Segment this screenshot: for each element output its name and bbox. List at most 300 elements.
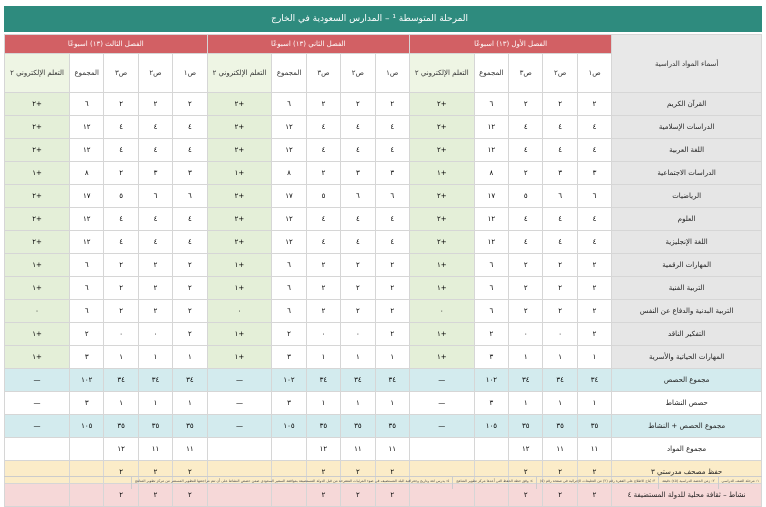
cell-value: ٣٤: [577, 369, 611, 392]
column-header: ص١: [173, 54, 207, 93]
cell-value: ٢: [306, 277, 340, 300]
cell-value: ٤: [138, 208, 172, 231]
cell-value: [474, 438, 508, 461]
cell-value: ١٢: [509, 438, 543, 461]
cell-value: +١: [207, 162, 272, 185]
column-header: ص٢: [341, 54, 375, 93]
cell-value: [5, 438, 70, 461]
cell-value: [70, 438, 104, 461]
cell-value: ٣٥: [375, 415, 409, 438]
cell-value: ٢: [375, 323, 409, 346]
footnotes: [4, 476, 762, 489]
cell-value: —: [207, 369, 272, 392]
table-row: [5, 346, 762, 369]
cell-value: ٦: [474, 300, 508, 323]
cell-value: ٨: [272, 162, 306, 185]
cell-value: ٣: [474, 346, 508, 369]
cell-value: ٣٥: [104, 415, 138, 438]
cell-value: ٣٥: [341, 415, 375, 438]
cell-value: ٤: [104, 139, 138, 162]
cell-value: +١: [409, 346, 474, 369]
cell-value: +١: [207, 323, 272, 346]
cell-value: ٤: [509, 208, 543, 231]
table-row: [5, 93, 762, 116]
footnote: ٣: يُتاح الاطلاع على الفقرة رقم (٢) من التعليمات الإجرائية في صفحة رقم (٥): [536, 477, 658, 489]
subject-name: المهارات الحياتية والأسرية: [612, 346, 762, 369]
subject-name: نشاط – ثقافة محلية للدولة المستضيفة ٤: [612, 484, 762, 507]
cell-value: ٤: [375, 116, 409, 139]
cell-value: ١٠٢: [70, 369, 104, 392]
cell-value: ٦: [70, 254, 104, 277]
column-header: ص١: [375, 54, 409, 93]
cell-value: ٢: [104, 254, 138, 277]
cell-value: ٠: [543, 323, 577, 346]
cell-value: ٠: [409, 300, 474, 323]
subject-name: الرياضيات: [612, 185, 762, 208]
cell-value: ٢: [173, 484, 207, 507]
table-row: [5, 277, 762, 300]
cell-value: ٢: [104, 162, 138, 185]
cell-value: [207, 438, 272, 461]
cell-value: ١: [509, 392, 543, 415]
cell-value: ٢: [138, 93, 172, 116]
cell-value: —: [409, 415, 474, 438]
cell-value: ٢: [272, 323, 306, 346]
cell-value: ٦: [474, 277, 508, 300]
cell-value: ١٢: [306, 438, 340, 461]
column-header: المجموع: [70, 54, 104, 93]
cell-value: +٢: [5, 208, 70, 231]
cell-value: +٢: [5, 231, 70, 254]
subject-name: القرآن الكريم: [612, 93, 762, 116]
cell-value: +٢: [5, 93, 70, 116]
cell-value: ٢: [577, 484, 611, 507]
cell-value: ٢: [375, 277, 409, 300]
subject-name: حفظ مصحف مدرستي ٣: [612, 461, 762, 484]
cell-value: ٦: [474, 254, 508, 277]
cell-value: —: [5, 415, 70, 438]
table-row: [5, 208, 762, 231]
cell-value: ٦: [272, 300, 306, 323]
cell-value: ١١: [341, 438, 375, 461]
cell-value: ٣٤: [104, 369, 138, 392]
cell-value: ٢: [173, 461, 207, 484]
cell-value: ٢: [474, 323, 508, 346]
cell-value: ٢: [138, 254, 172, 277]
cell-value: ٢: [509, 300, 543, 323]
cell-value: ١١: [543, 438, 577, 461]
column-header: ص١: [577, 54, 611, 93]
cell-value: ٣: [474, 392, 508, 415]
cell-value: ٢: [341, 254, 375, 277]
subject-name: مجموع الحصص: [612, 369, 762, 392]
cell-value: ٤: [509, 116, 543, 139]
cell-value: ٢: [577, 300, 611, 323]
cell-value: ٣٥: [577, 415, 611, 438]
cell-value: ٢: [306, 254, 340, 277]
cell-value: ٢: [306, 461, 340, 484]
cell-value: ١: [341, 392, 375, 415]
cell-value: ٣: [375, 162, 409, 185]
column-header: ص٣: [509, 54, 543, 93]
cell-value: ٢: [104, 300, 138, 323]
cell-value: ١٠٥: [70, 415, 104, 438]
cell-value: ١: [375, 392, 409, 415]
cell-value: ٢: [173, 254, 207, 277]
cell-value: ١: [104, 392, 138, 415]
cell-value: ١٧: [474, 185, 508, 208]
cell-value: ١١: [375, 438, 409, 461]
cell-value: ١: [173, 392, 207, 415]
cell-value: ٢: [173, 323, 207, 346]
cell-value: ٢: [577, 277, 611, 300]
cell-value: ٢: [306, 484, 340, 507]
cell-value: ٢: [577, 254, 611, 277]
cell-value: ٢: [509, 277, 543, 300]
cell-value: ٢: [104, 93, 138, 116]
subject-name: التربية البدنية والدفاع عن النفس: [612, 300, 762, 323]
cell-value: +٢: [207, 208, 272, 231]
cell-value: ٤: [577, 116, 611, 139]
cell-value: ٣: [173, 162, 207, 185]
cell-value: —: [409, 369, 474, 392]
cell-value: ٣: [543, 162, 577, 185]
cell-value: —: [207, 415, 272, 438]
cell-value: ١١: [138, 438, 172, 461]
cell-value: ١١: [173, 438, 207, 461]
cell-value: [272, 438, 306, 461]
cell-value: ٦: [543, 185, 577, 208]
cell-value: ٢: [138, 277, 172, 300]
cell-value: ٣٥: [138, 415, 172, 438]
cell-value: ٣٥: [543, 415, 577, 438]
cell-value: +٢: [5, 139, 70, 162]
cell-value: ٢: [375, 93, 409, 116]
cell-value: ٤: [173, 139, 207, 162]
cell-value: ٢: [509, 162, 543, 185]
cell-value: ٢: [104, 277, 138, 300]
table-row: [5, 323, 762, 346]
table-row: [5, 185, 762, 208]
cell-value: ١٢: [70, 116, 104, 139]
cell-value: ١٢: [474, 231, 508, 254]
cell-value: ٢: [306, 93, 340, 116]
cell-value: ١٢: [272, 208, 306, 231]
cell-value: ٠: [306, 323, 340, 346]
cell-value: +١: [5, 277, 70, 300]
table-row: [5, 392, 762, 415]
cell-value: ٤: [375, 208, 409, 231]
column-header: المجموع: [474, 54, 508, 93]
cell-value: ٨: [474, 162, 508, 185]
cell-value: ١٠٥: [474, 415, 508, 438]
cell-value: ٢: [543, 461, 577, 484]
cell-value: ٦: [70, 93, 104, 116]
cell-value: +٢: [5, 185, 70, 208]
cell-value: ٣: [138, 162, 172, 185]
cell-value: ٢: [306, 162, 340, 185]
cell-value: ٢: [341, 461, 375, 484]
column-header: التعلم الإلكتروني ٢: [409, 54, 474, 93]
cell-value: +٢: [409, 116, 474, 139]
column-header: التعلم الإلكتروني ٢: [5, 54, 70, 93]
subjects-header: أسماء المواد الدراسية: [612, 35, 762, 93]
cell-value: ٣٤: [173, 369, 207, 392]
cell-value: ١: [509, 346, 543, 369]
semester-1-header: الفصل الأول (١٣) اسبوعًا: [409, 35, 611, 54]
cell-value: ٢: [375, 484, 409, 507]
cell-value: +١: [5, 323, 70, 346]
cell-value: ٤: [375, 231, 409, 254]
cell-value: ٦: [375, 185, 409, 208]
column-header: المجموع: [272, 54, 306, 93]
subject-name: الدراسات الاجتماعية: [612, 162, 762, 185]
cell-value: ٦: [70, 277, 104, 300]
cell-value: ١: [138, 346, 172, 369]
semester-3-header: الفصل الثالث (١٣) اسبوعًا: [5, 35, 208, 54]
cell-value: ٣٤: [306, 369, 340, 392]
cell-value: ٣٤: [543, 369, 577, 392]
cell-value: ٢: [543, 254, 577, 277]
cell-value: ١: [306, 346, 340, 369]
cell-value: ٢: [138, 461, 172, 484]
cell-value: ٦: [474, 93, 508, 116]
cell-value: ١٢: [70, 208, 104, 231]
subject-name: مجموع المواد: [612, 438, 762, 461]
cell-value: —: [409, 392, 474, 415]
cell-value: ٠: [138, 323, 172, 346]
table-row: [5, 300, 762, 323]
cell-value: +١: [409, 277, 474, 300]
cell-value: ٨: [70, 162, 104, 185]
cell-value: ٢: [138, 300, 172, 323]
cell-value: ٤: [341, 208, 375, 231]
table-row: [5, 162, 762, 185]
cell-value: ٤: [306, 116, 340, 139]
cell-value: ٦: [341, 185, 375, 208]
cell-value: ٢: [543, 300, 577, 323]
cell-value: ٤: [341, 231, 375, 254]
cell-value: ٤: [306, 231, 340, 254]
cell-value: ١٢: [474, 139, 508, 162]
cell-value: ٣٤: [138, 369, 172, 392]
subject-name: حصص النشاط: [612, 392, 762, 415]
cell-value: ٠: [104, 323, 138, 346]
cell-value: ١٠٥: [272, 415, 306, 438]
cell-value: ٦: [173, 185, 207, 208]
cell-value: ٤: [306, 208, 340, 231]
cell-value: ١: [173, 346, 207, 369]
cell-value: ٢: [543, 93, 577, 116]
cell-value: ٥: [104, 185, 138, 208]
cell-value: ٢: [509, 484, 543, 507]
cell-value: ٣: [70, 346, 104, 369]
subject-name: العلوم: [612, 208, 762, 231]
footnote: ٤: وفق خطة الحفظ التي أعدها مركز تطوير المناهج: [452, 477, 536, 489]
cell-value: ٤: [173, 116, 207, 139]
cell-value: +٢: [207, 116, 272, 139]
cell-value: —: [5, 369, 70, 392]
cell-value: +١: [5, 254, 70, 277]
cell-value: ١: [375, 346, 409, 369]
cell-value: ١: [543, 392, 577, 415]
cell-value: —: [207, 392, 272, 415]
cell-value: ٢: [509, 461, 543, 484]
cell-value: ٢: [341, 300, 375, 323]
cell-value: +١: [207, 277, 272, 300]
cell-value: +٢: [5, 116, 70, 139]
cell-value: ٣٤: [375, 369, 409, 392]
cell-value: ٤: [104, 208, 138, 231]
cell-value: ٣: [272, 346, 306, 369]
cell-value: ٢: [577, 93, 611, 116]
cell-value: ٣٥: [306, 415, 340, 438]
cell-value: ٤: [543, 139, 577, 162]
column-header: التعلم الإلكتروني ٢: [207, 54, 272, 93]
cell-value: ٣: [70, 392, 104, 415]
page-title: المرحلة المتوسطة ¹ – المدارس السعودية في الخارج: [4, 6, 762, 32]
cell-value: ٢: [543, 277, 577, 300]
cell-value: ٢: [104, 461, 138, 484]
cell-value: ٠: [341, 323, 375, 346]
study-plan-table: [4, 34, 762, 507]
cell-value: ١: [543, 346, 577, 369]
cell-value: ١: [138, 392, 172, 415]
cell-value: ٠: [5, 300, 70, 323]
cell-value: ١: [104, 346, 138, 369]
cell-value: ٣٤: [509, 369, 543, 392]
cell-value: ١: [577, 346, 611, 369]
table-row: [5, 116, 762, 139]
cell-value: ٢: [173, 93, 207, 116]
footnote: ٢: زمن الحصة الدراسية (٤٥) دقيقة: [658, 477, 717, 489]
cell-value: ٦: [138, 185, 172, 208]
cell-value: +١: [5, 346, 70, 369]
cell-value: +٢: [207, 93, 272, 116]
cell-value: ١٢: [474, 116, 508, 139]
cell-value: ٤: [138, 139, 172, 162]
cell-value: ١: [577, 392, 611, 415]
cell-value: ١٢: [474, 208, 508, 231]
cell-value: ٢: [375, 254, 409, 277]
cell-value: ٣: [577, 162, 611, 185]
cell-value: ٤: [138, 116, 172, 139]
cell-value: +٢: [409, 139, 474, 162]
cell-value: ٤: [577, 231, 611, 254]
cell-value: ١٧: [272, 185, 306, 208]
cell-value: ٢: [375, 300, 409, 323]
column-header: ص٢: [543, 54, 577, 93]
cell-value: ٤: [543, 116, 577, 139]
cell-value: ٤: [577, 208, 611, 231]
cell-value: +٢: [207, 231, 272, 254]
cell-value: ٤: [306, 139, 340, 162]
cell-value: ١١: [577, 438, 611, 461]
cell-value: ١٧: [70, 185, 104, 208]
subject-name: التفكير الناقد: [612, 323, 762, 346]
cell-value: ١٢: [272, 231, 306, 254]
table-row: [5, 415, 762, 438]
cell-value: ٣٥: [173, 415, 207, 438]
cell-value: ٦: [577, 185, 611, 208]
cell-value: ١٢: [70, 139, 104, 162]
cell-value: ٢: [577, 461, 611, 484]
cell-value: ٤: [509, 231, 543, 254]
cell-value: +١: [409, 162, 474, 185]
cell-value: ٤: [375, 139, 409, 162]
cell-value: ١٢: [104, 438, 138, 461]
cell-value: ٣٥: [509, 415, 543, 438]
footnote: ١: مرحلة الصف الدراسي: [718, 477, 762, 489]
table-row: [5, 369, 762, 392]
cell-value: ٢: [375, 461, 409, 484]
cell-value: ١٢: [272, 116, 306, 139]
subject-name: اللغة الإنجليزية: [612, 231, 762, 254]
cell-value: ٦: [70, 300, 104, 323]
subject-name: الدراسات الإسلامية: [612, 116, 762, 139]
subject-name: اللغة العربية: [612, 139, 762, 162]
cell-value: ١: [306, 392, 340, 415]
cell-value: ١٢: [272, 139, 306, 162]
cell-value: ٤: [173, 231, 207, 254]
cell-value: ٤: [104, 231, 138, 254]
cell-value: ٢: [306, 300, 340, 323]
cell-value: ٤: [577, 139, 611, 162]
cell-value: ١٠٢: [272, 369, 306, 392]
cell-value: ٣٤: [341, 369, 375, 392]
cell-value: ٣: [341, 162, 375, 185]
cell-value: ٢: [509, 254, 543, 277]
subject-name: التربية الفنية: [612, 277, 762, 300]
cell-value: ٢: [577, 323, 611, 346]
cell-value: +١: [207, 346, 272, 369]
cell-value: ٢: [341, 484, 375, 507]
cell-value: ٤: [138, 231, 172, 254]
cell-value: [409, 438, 474, 461]
column-header: ص٣: [104, 54, 138, 93]
table-body: [5, 93, 762, 507]
cell-value: +٢: [409, 93, 474, 116]
footnote: ٥: يدرس لغة وتاريخ وجغرافية البلد المستضيف في ضوء المرئيات المقترحة من قبل الدولة المستضيفة بموافقة السفير السعودي ضمن حصص النشاط على أن تتم مراجعتها للتطوير المستمر من مركز تطوير المناهج: [131, 477, 452, 489]
cell-value: ٢: [138, 484, 172, 507]
cell-value: ٦: [272, 277, 306, 300]
table-row: [5, 438, 762, 461]
cell-value: ٣: [272, 392, 306, 415]
cell-value: ٠: [509, 323, 543, 346]
cell-value: ٢: [104, 484, 138, 507]
cell-value: ١٠٢: [474, 369, 508, 392]
cell-value: +٢: [409, 231, 474, 254]
cell-value: ٤: [104, 116, 138, 139]
cell-value: ٠: [207, 300, 272, 323]
cell-value: ٢: [543, 484, 577, 507]
cell-value: ٤: [173, 208, 207, 231]
cell-value: ٢: [173, 300, 207, 323]
cell-value: ٢: [509, 93, 543, 116]
column-header: ص٣: [306, 54, 340, 93]
cell-value: +١: [409, 254, 474, 277]
cell-value: ٤: [341, 116, 375, 139]
cell-value: ٥: [509, 185, 543, 208]
subject-name: المهارات الرقمية: [612, 254, 762, 277]
cell-value: ٤: [509, 139, 543, 162]
cell-value: +٢: [409, 185, 474, 208]
cell-value: ٦: [272, 93, 306, 116]
table-row: [5, 231, 762, 254]
cell-value: +١: [5, 162, 70, 185]
cell-value: +١: [409, 323, 474, 346]
cell-value: ٥: [306, 185, 340, 208]
